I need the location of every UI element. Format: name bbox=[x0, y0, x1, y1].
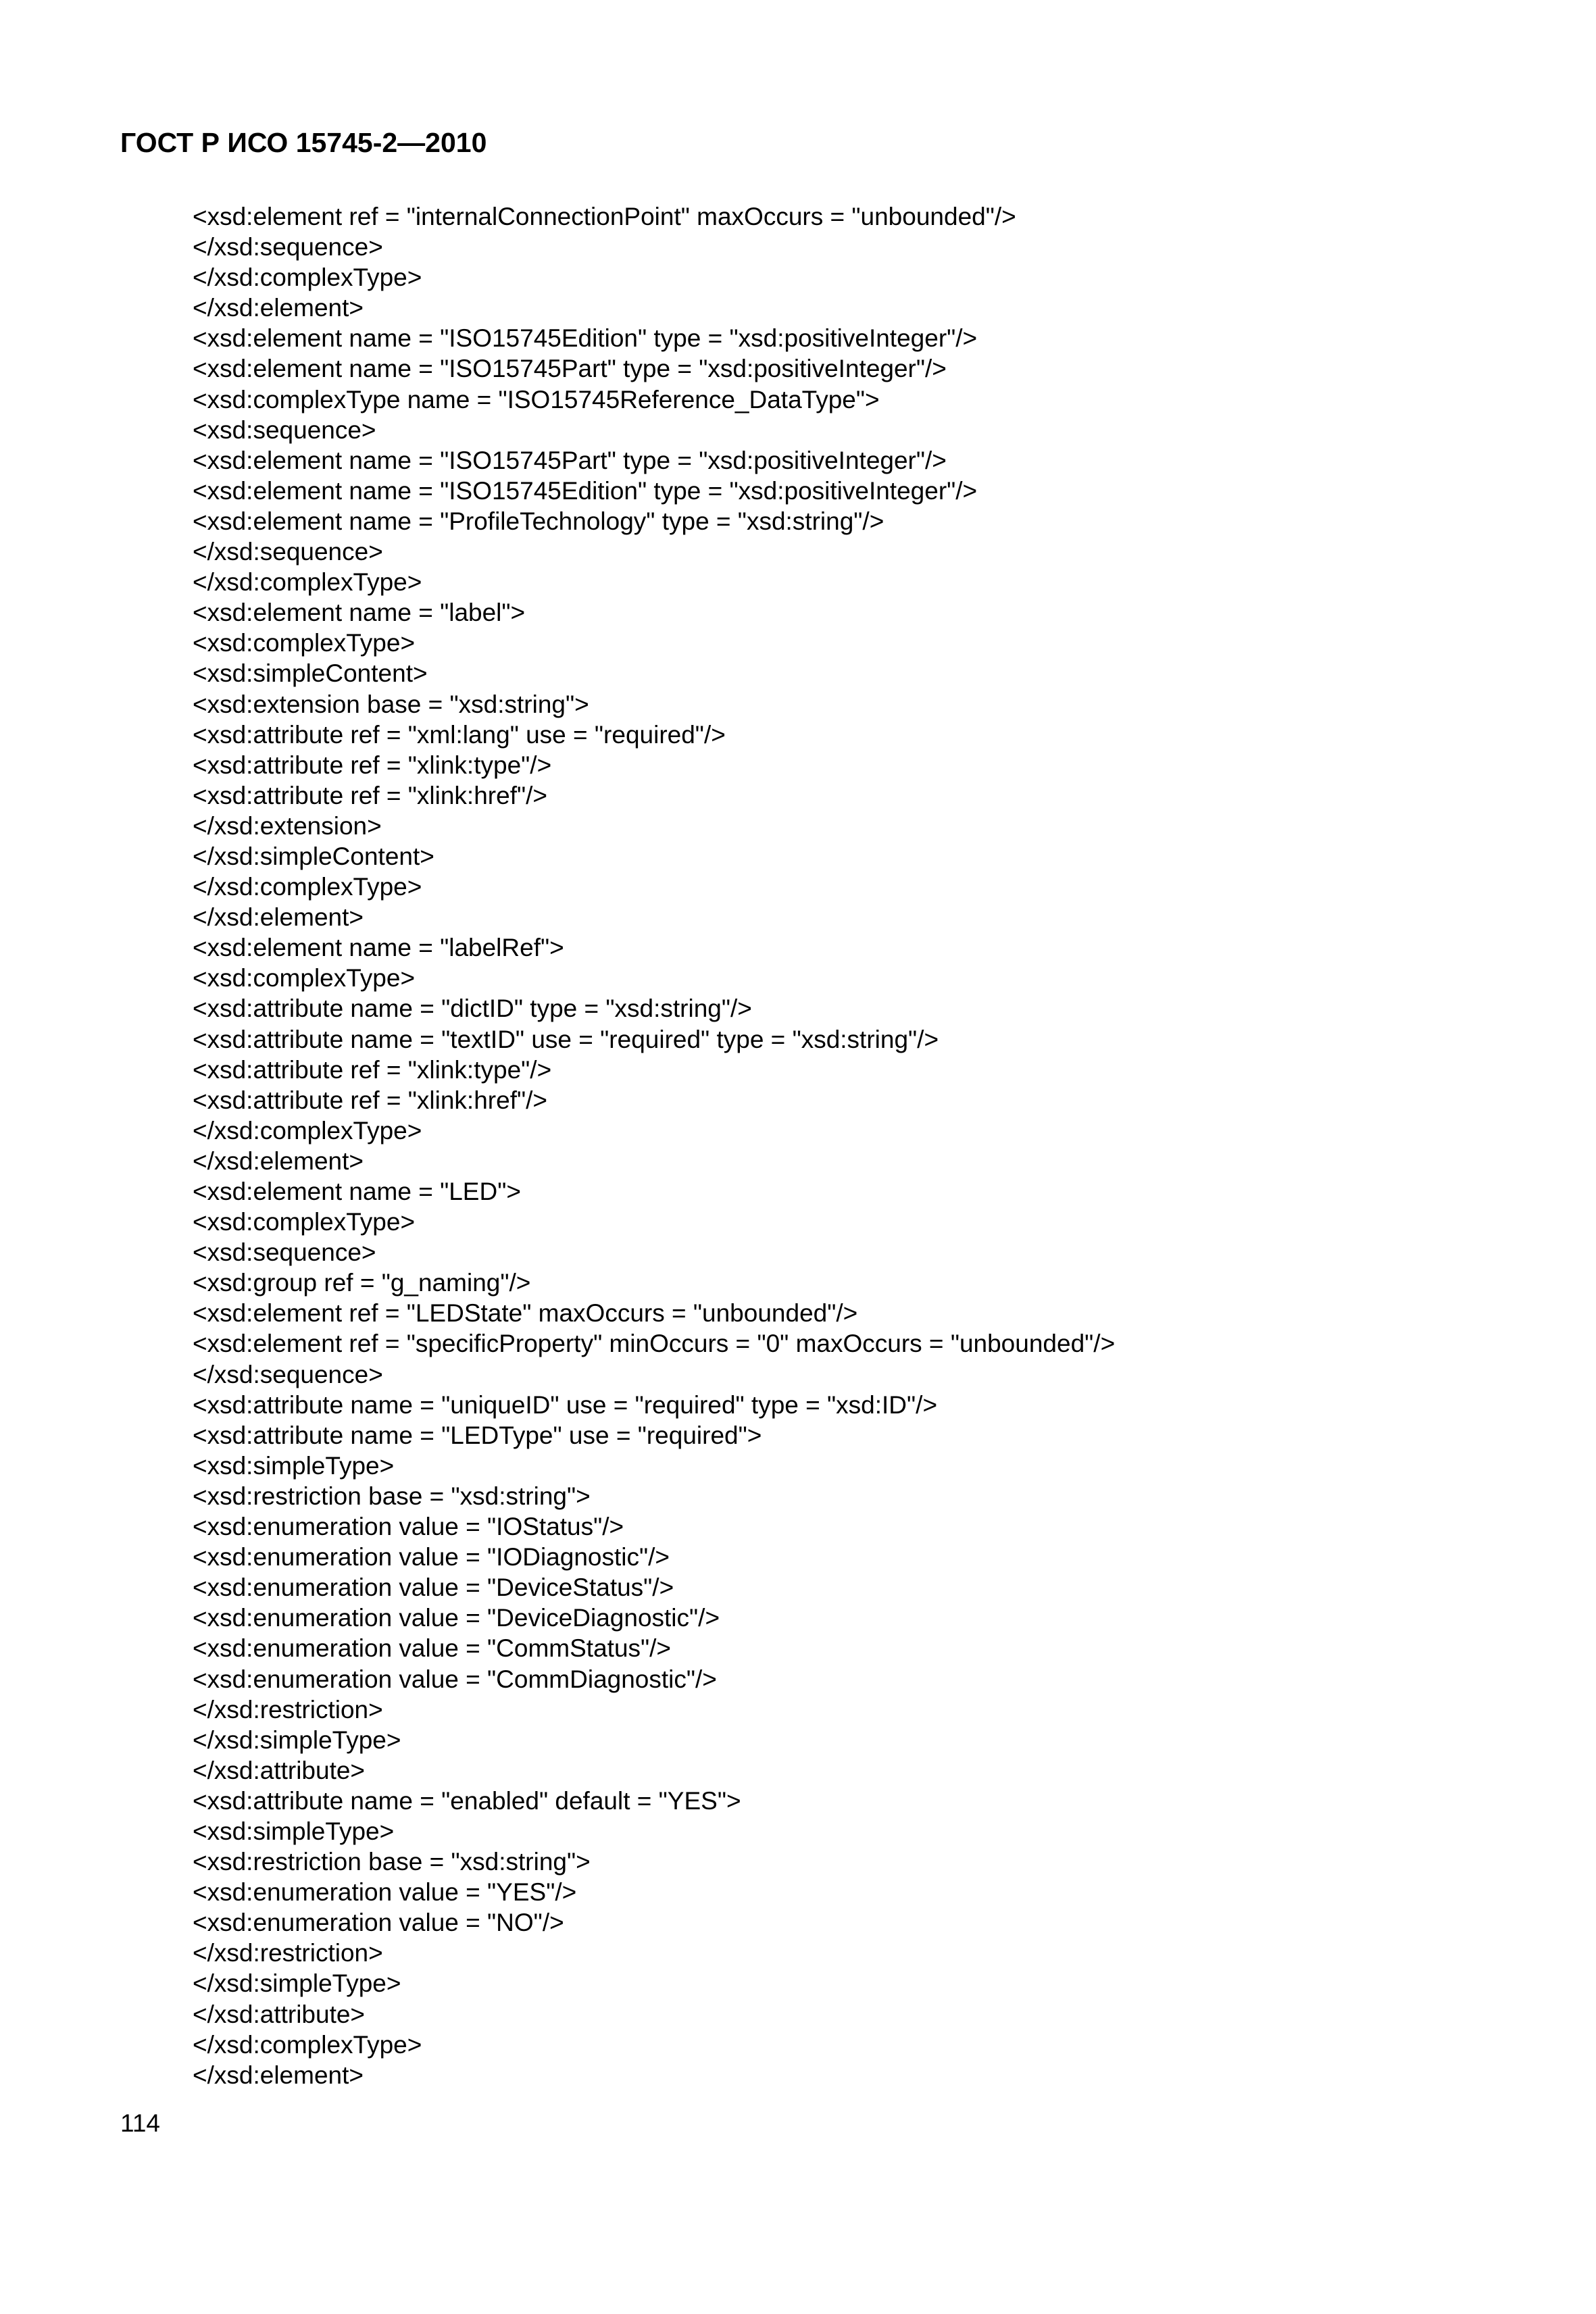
code-line: <xsd:enumeration value = "CommStatus"/> bbox=[193, 1634, 672, 1663]
code-line: <xsd:element ref = "LEDState" maxOccurs = "unbounded"/> bbox=[193, 1299, 858, 1328]
code-line: <xsd:enumeration value = "CommDiagnostic"/> bbox=[193, 1665, 717, 1693]
code-line: <xsd:enumeration value = "IOStatus"/> bbox=[193, 1513, 624, 1541]
code-line: <xsd:element name = "ISO15745Part" type = "xsd:positiveInteger"/> bbox=[193, 355, 947, 383]
code-line: <xsd:sequence> bbox=[193, 1238, 376, 1267]
code-line: <xsd:extension base = "xsd:string"> bbox=[193, 690, 589, 718]
code-line: <xsd:group ref = "g_naming"/> bbox=[193, 1269, 531, 1297]
code-line: <xsd:attribute ref = "xlink:type"/> bbox=[193, 1055, 552, 1084]
code-line: </xsd:extension> bbox=[193, 811, 382, 840]
xsd-code-listing bbox=[193, 201, 1544, 2090]
code-line: <xsd:element name = "ISO15745Edition" type = "xsd:positiveInteger"/> bbox=[193, 324, 978, 353]
code-line: </xsd:attribute> bbox=[193, 1756, 366, 1784]
code-line: <xsd:element name = "ISO15745Edition" type = "xsd:positiveInteger"/> bbox=[193, 476, 978, 505]
code-line: </xsd:element> bbox=[193, 1147, 364, 1175]
code-line: </xsd:restriction> bbox=[193, 1695, 383, 1724]
code-line: </xsd:complexType> bbox=[193, 2030, 422, 2059]
page-number: 114 bbox=[120, 2109, 160, 2137]
code-line: </xsd:simpleType> bbox=[193, 1969, 401, 1998]
code-line: <xsd:simpleType> bbox=[193, 1451, 395, 1480]
code-line: <xsd:complexType> bbox=[193, 1208, 416, 1236]
code-line: <xsd:attribute name = "uniqueID" use = "required" type = "xsd:ID"/> bbox=[193, 1390, 938, 1419]
code-line: <xsd:sequence> bbox=[193, 416, 376, 444]
code-line: <xsd:simpleContent> bbox=[193, 659, 428, 688]
code-line: </xsd:complexType> bbox=[193, 568, 422, 597]
code-line: <xsd:enumeration value = "NO"/> bbox=[193, 1909, 564, 1937]
code-line: <xsd:element ref = "internalConnectionPoint" maxOccurs = "unbounded"/> bbox=[193, 203, 1016, 230]
code-line: </xsd:element> bbox=[193, 903, 364, 932]
code-line: </xsd:sequence> bbox=[193, 1360, 383, 1388]
code-line: <xsd:element name = "labelRef"> bbox=[193, 934, 564, 962]
code-line: <xsd:attribute ref = "xlink:type"/> bbox=[193, 751, 552, 779]
code-line: </xsd:complexType> bbox=[193, 873, 422, 901]
code-line: <xsd:element name = "ISO15745Part" type = "xsd:positiveInteger"/> bbox=[193, 446, 947, 474]
code-line: <xsd:attribute ref = "xlink:href"/> bbox=[193, 781, 547, 809]
code-line: <xsd:attribute name = "dictID" type = "xsd:string"/> bbox=[193, 995, 752, 1023]
code-line: </xsd:element> bbox=[193, 2061, 364, 2089]
code-line: <xsd:attribute name = "LEDType" use = "required"> bbox=[193, 1421, 762, 1449]
code-line: <xsd:enumeration value = "YES"/> bbox=[193, 1878, 577, 1907]
code-line: <xsd:attribute name = "textID" use = "required" type = "xsd:string"/> bbox=[193, 1025, 939, 1053]
code-line: <xsd:enumeration value = "DeviceDiagnostic"/> bbox=[193, 1604, 720, 1632]
code-line: </xsd:complexType> bbox=[193, 263, 422, 292]
code-line: <xsd:attribute name = "enabled" default = "YES"> bbox=[193, 1786, 741, 1815]
code-line: <xsd:element name = "LED"> bbox=[193, 1178, 521, 1205]
code-line: </xsd:simpleType> bbox=[193, 1726, 401, 1754]
code-line: <xsd:complexType> bbox=[193, 629, 416, 657]
code-line: <xsd:enumeration value = "IODiagnostic"/> bbox=[193, 1543, 670, 1571]
code-line: <xsd:element ref = "specificProperty" minOccurs = "0" maxOccurs = "unbounded"/> bbox=[193, 1330, 1116, 1358]
code-line: <xsd:element name = "ProfileTechnology" type = "xsd:string"/> bbox=[193, 507, 884, 535]
code-line: <xsd:complexType name = "ISO15745Reference_DataType"> bbox=[193, 385, 880, 413]
code-line: <xsd:restriction base = "xsd:string"> bbox=[193, 1482, 591, 1510]
code-line: </xsd:sequence> bbox=[193, 233, 383, 261]
code-line: <xsd:complexType> bbox=[193, 964, 416, 992]
code-line: </xsd:element> bbox=[193, 294, 364, 322]
code-line: </xsd:attribute> bbox=[193, 2000, 366, 2028]
code-line: <xsd:attribute ref = "xml:lang" use = "required"/> bbox=[193, 720, 726, 749]
code-line: </xsd:sequence> bbox=[193, 538, 383, 566]
code-line: <xsd:restriction base = "xsd:string"> bbox=[193, 1848, 591, 1876]
code-line: <xsd:simpleType> bbox=[193, 1817, 395, 1845]
document-header: ГОСТ Р ИСО 15745-2—2010 bbox=[120, 127, 487, 158]
code-line: <xsd:element name = "label"> bbox=[193, 599, 526, 627]
code-line: </xsd:complexType> bbox=[193, 1116, 422, 1145]
code-line: <xsd:enumeration value = "DeviceStatus"/> bbox=[193, 1574, 674, 1602]
code-line: </xsd:restriction> bbox=[193, 1939, 383, 1967]
code-line: </xsd:simpleContent> bbox=[193, 842, 434, 870]
code-line: <xsd:attribute ref = "xlink:href"/> bbox=[193, 1086, 547, 1114]
